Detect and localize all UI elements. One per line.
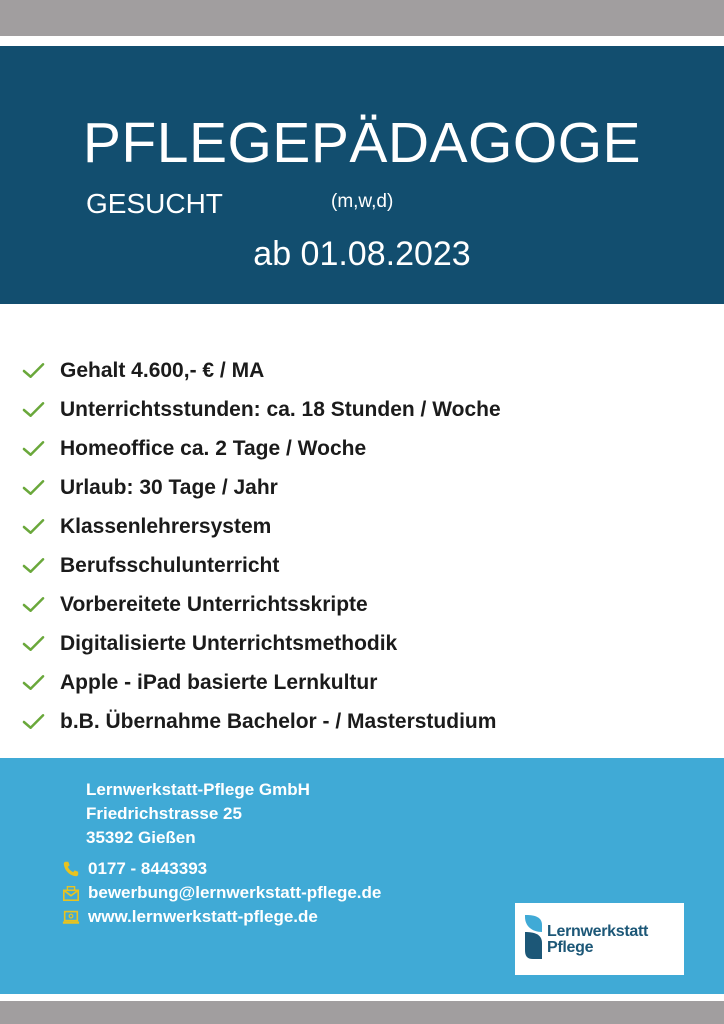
benefit-item: [22, 390, 501, 429]
company-name: Lernwerkstatt-Pflege GmbH: [86, 780, 310, 799]
check-icon: [22, 401, 60, 419]
header-banner: [0, 46, 724, 304]
check-icon: [22, 518, 60, 536]
benefit-text: Klassenlehrersystem: [60, 514, 272, 538]
phone-number: 0177 - 8443393: [88, 859, 208, 878]
bottom-bar: [0, 1001, 724, 1024]
start-date: ab 01.08.2023: [253, 235, 471, 273]
company-logo: [515, 903, 684, 975]
city-address: 35392 Gießen: [86, 828, 196, 847]
benefit-item: [22, 351, 501, 390]
phone-icon: [62, 859, 84, 879]
website-link[interactable]: www.lernwerkstatt-pflege.de: [88, 907, 318, 926]
check-icon: [22, 596, 60, 614]
check-icon: [22, 479, 60, 497]
benefits-list: [22, 351, 501, 741]
benefit-text: Vorbereitete Unterrichtsskripte: [60, 592, 368, 616]
email-contact[interactable]: [62, 883, 381, 903]
job-subtitle: GESUCHT: [86, 188, 223, 219]
check-icon: [22, 557, 60, 575]
benefit-text: Digitalisierte Unterrichtsmethodik: [60, 631, 398, 655]
benefit-text: Berufsschulunterricht: [60, 553, 280, 577]
logo-mark-icon: [522, 912, 544, 962]
contact-footer: [0, 758, 724, 994]
website-contact[interactable]: [62, 907, 318, 927]
benefit-text: Urlaub: 30 Tage / Jahr: [60, 475, 278, 499]
street-address: Friedrichstrasse 25: [86, 804, 242, 823]
benefit-item: [22, 507, 501, 546]
benefit-item: [22, 429, 501, 468]
check-icon: [22, 713, 60, 731]
check-icon: [22, 362, 60, 380]
benefit-item: [22, 624, 501, 663]
benefit-item: [22, 663, 501, 702]
laptop-icon: [62, 907, 84, 927]
check-icon: [22, 635, 60, 653]
benefit-item: [22, 546, 501, 585]
benefit-item: [22, 468, 501, 507]
benefit-text: b.B. Übernahme Bachelor - / Masterstudium: [60, 709, 497, 733]
email-link[interactable]: bewerbung@lernwerkstatt-pflege.de: [88, 883, 382, 902]
envelope-icon: [62, 883, 84, 903]
check-icon: [22, 440, 60, 458]
benefit-text: Gehalt 4.600,- € / MA: [60, 358, 265, 382]
check-icon: [22, 674, 60, 692]
gender-note: (m,w,d): [331, 191, 394, 212]
logo-text-line2: Pflege: [547, 939, 594, 956]
job-title: PFLEGEPÄDAGOGE: [82, 111, 642, 175]
benefit-text: Apple - iPad basierte Lernkultur: [60, 670, 378, 694]
benefit-item: [22, 702, 501, 741]
logo-text-line1: Lernwerkstatt: [547, 923, 649, 940]
benefit-item: [22, 585, 501, 624]
top-bar: [0, 0, 724, 36]
phone-contact: [62, 859, 207, 879]
benefit-text: Homeoffice ca. 2 Tage / Woche: [60, 436, 367, 460]
benefit-text: Unterrichtsstunden: ca. 18 Stunden / Woche: [60, 397, 501, 421]
